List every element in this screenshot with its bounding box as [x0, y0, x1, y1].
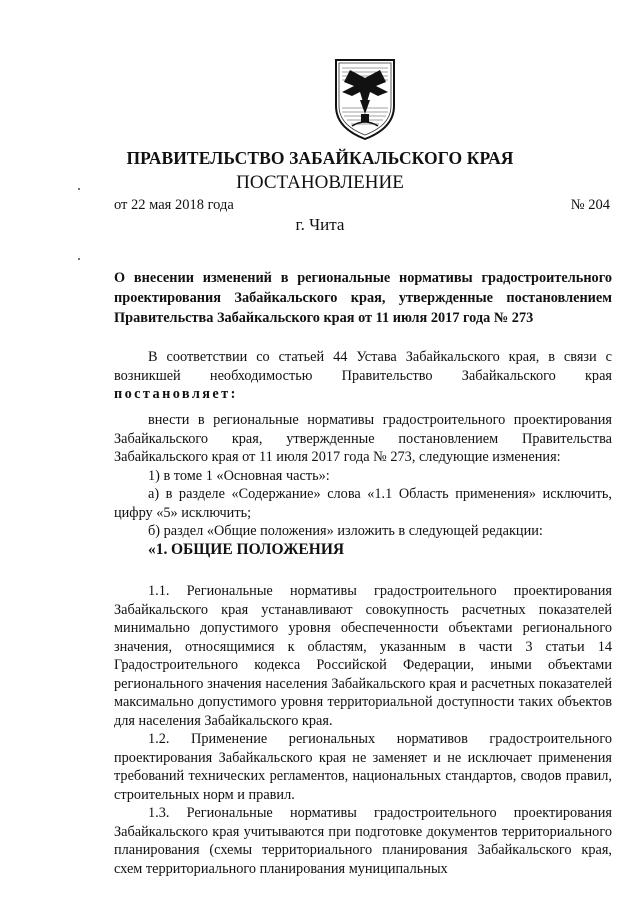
- paragraph: б) раздел «Общие положения» изложить в следующей редакции:: [148, 523, 543, 539]
- preamble: [114, 348, 612, 404]
- city-name: г. Чита: [295, 215, 345, 234]
- preamble-text: В соответствии со статьей 44 Устава Забайкальского края, в связи с возникшей необходимостью Правительство Забайкальского края постановляет:: [114, 349, 612, 402]
- paragraph: 1.3. Региональные нормативы градостроительного проектирования Забайкальского края учитываются при подготовке документов территориального планирования (схемы территориального планирования Забайкальского края, схем территориального планирования муниципальных: [114, 805, 612, 877]
- paragraph: 1) в томе 1 «Основная часть»:: [148, 467, 330, 484]
- paragraph: 1.2. Применение региональных нормативов градостроительного проектирования Забайкальского края не заменяет и не исключает применения требований технических регламентов, национальных стандартов, сводов правил, строительных норм и правил.: [114, 731, 612, 803]
- document-number: № 204: [570, 197, 610, 213]
- scan-speck: [78, 258, 80, 260]
- paragraph: внести в региональные нормативы градостроительного проектирования Забайкальского края, утвержденные постановлением Правительства Забайкальского края от 11 июля 2017 года № 273, следующие изменения:: [114, 412, 612, 465]
- document-title: О внесении изменений в региональные нормативы градостроительного проектирования Забайкальского края, утвержденные постановлением Правительства Забайкальского края от 11 июля 2017 года № 273: [114, 270, 612, 326]
- section-heading: «1. ОБЩИЕ ПОЛОЖЕНИЯ: [148, 540, 345, 558]
- paragraph: 1.1. Региональные нормативы градостроительного проектирования Забайкальского края устанавливают совокупность расчетных показателей минимально допустимого уровня обеспеченности объектами регионального значения, относящимися к областям, указанным в части 3 статьи 14 Градостроительного кодекса Российской Федерации, иными объектами регионального значения населения Забайкальского края и расчетных показателей максимально допустимого уровня территориальной доступности таких объектов для населения Забайкальского края.: [114, 583, 612, 729]
- document-date: от 22 мая 2018 года: [114, 197, 234, 213]
- coat-of-arms-icon: [330, 56, 400, 142]
- scan-speck: [78, 188, 80, 190]
- decree-keyword: постановляет:: [114, 386, 238, 402]
- paragraph: а) в разделе «Содержание» слова «1.1 Область применения» исключить, цифру «5» исключить;: [114, 486, 612, 521]
- document-type: ПОСТАНОВЛЕНИЕ: [236, 172, 404, 193]
- decree-body: [114, 411, 612, 878]
- government-name: ПРАВИТЕЛЬСТВО ЗАБАЙКАЛЬСКОГО КРАЯ: [126, 148, 514, 168]
